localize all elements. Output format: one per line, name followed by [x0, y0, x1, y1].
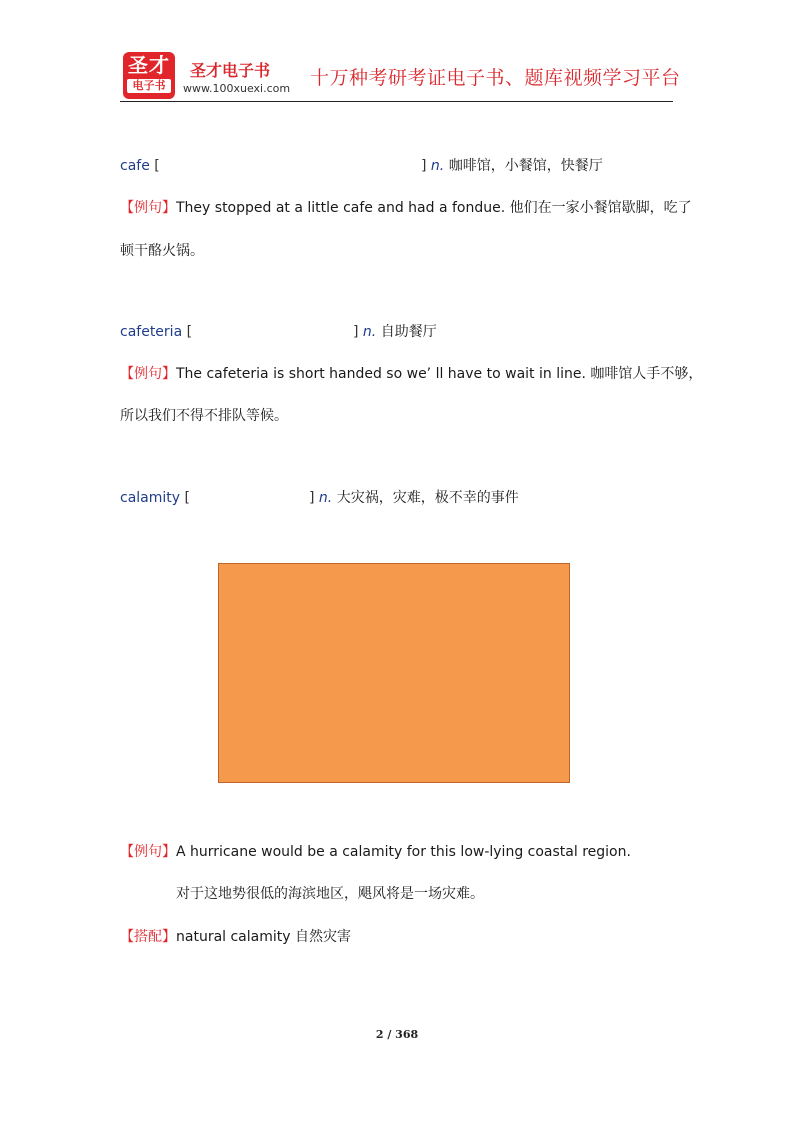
- example-chinese: 咖啡馆人手不够，: [590, 366, 703, 382]
- entry-definition-cafeteria: [353, 323, 437, 341]
- example-tag: 【例句】: [120, 366, 176, 382]
- collocation-line-calamity: [120, 928, 351, 946]
- entry-headline-cafe: [120, 157, 160, 175]
- page-number: 2 / 368: [375, 1028, 419, 1041]
- brand-logo: [123, 52, 175, 99]
- phonetic-open-bracket: [: [154, 158, 160, 174]
- brand-name: 圣才电子书: [190, 61, 271, 80]
- headword: cafe: [120, 158, 150, 174]
- definition: 咖啡馆，小餐馆，快餐厅: [448, 158, 603, 174]
- collocation-text: natural calamity 自然灾害: [176, 929, 351, 945]
- example-chinese-continued: 所以我们不得不排队等候。: [120, 408, 288, 424]
- example-tag: 【例句】: [120, 844, 176, 860]
- example-chinese: 对于这地势很低的海滨地区，飓风将是一场灾难。: [176, 886, 484, 902]
- example-english: A hurricane would be a calamity for this low-lying coastal region.: [176, 844, 631, 860]
- entry-headline-cafeteria: [120, 323, 192, 341]
- phonetic-close-bracket: ]: [353, 324, 359, 340]
- headword: calamity: [120, 490, 181, 506]
- headword: cafeteria: [120, 324, 183, 340]
- entry-headline-calamity: [120, 489, 190, 507]
- example-chinese: 他们在一家小餐馆歇脚，吃了: [509, 200, 692, 216]
- definition: 大灾祸，灾难，极不幸的事件: [336, 490, 519, 506]
- part-of-speech: n.: [318, 490, 333, 506]
- example-english: The cafeteria is short handed so we’ ll have to wait in line.: [176, 366, 586, 382]
- logo-bottom-text: 电子书: [127, 79, 171, 93]
- entry-definition-calamity: [309, 489, 519, 507]
- phonetic-open-bracket: [: [186, 324, 193, 340]
- example-line-calamity: [120, 843, 631, 861]
- example-line-cafeteria: [120, 365, 702, 383]
- definition: 自助餐厅: [380, 324, 437, 340]
- entry-definition-cafe: [421, 157, 603, 175]
- header-divider: [120, 101, 673, 102]
- example-tag: 【例句】: [120, 200, 176, 216]
- example-english: They stopped at a little cafe and had a fondue.: [176, 200, 506, 216]
- part-of-speech: n.: [362, 324, 377, 340]
- phonetic-close-bracket: ]: [309, 490, 315, 506]
- logo-top-text: 圣才: [128, 53, 170, 77]
- collocation-tag: 【搭配】: [120, 929, 176, 945]
- phonetic-open-bracket: [: [184, 490, 190, 506]
- phonetic-close-bracket: ]: [421, 158, 427, 174]
- illustration-image: [218, 563, 570, 783]
- page-header: [120, 52, 681, 102]
- example-line-cafe: [120, 199, 692, 217]
- part-of-speech: n.: [430, 158, 445, 174]
- header-slogan: 十万种考研考证电子书、题库视频学习平台: [310, 67, 681, 89]
- example-chinese-continued: 顿干酪火锅。: [120, 243, 204, 259]
- brand-url: www.100xuexi.com: [183, 82, 291, 95]
